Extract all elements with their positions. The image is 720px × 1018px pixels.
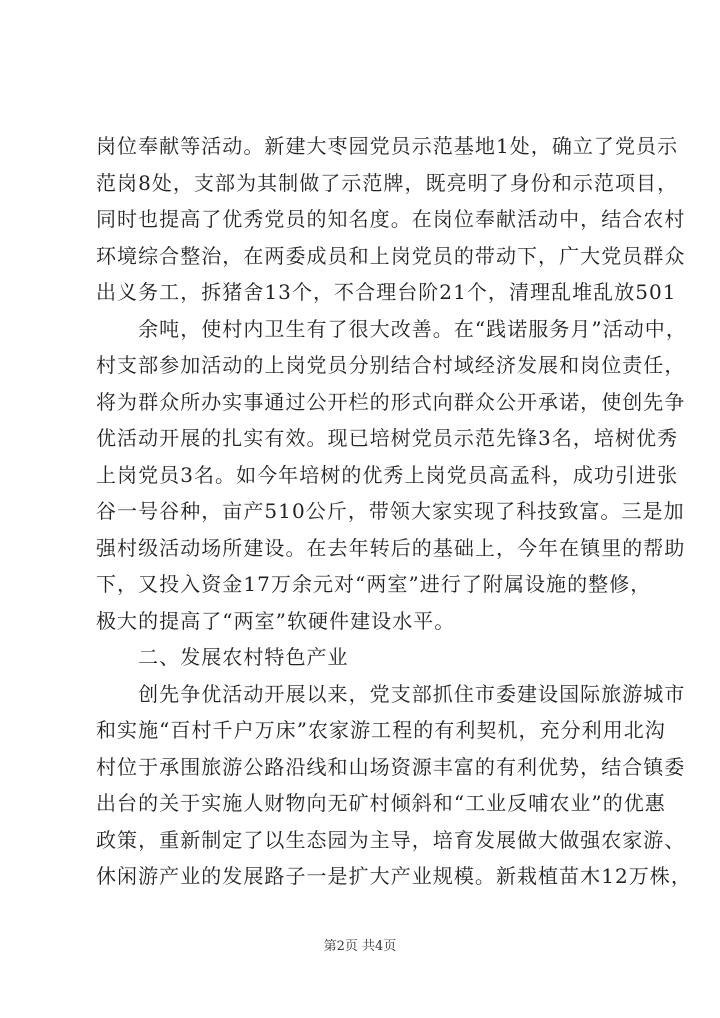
text-line: 环境综合整治，在两委成员和上岗党员的带动下，广大党员群众 [96, 243, 686, 268]
text-line: 村位于承围旅游公路沿线和山场资源丰富的有利优势，结合镇委 [96, 754, 686, 779]
text-line: 优活动开展的扎实有效。现已培树党员示范先锋3名，培树优秀 [96, 426, 679, 450]
text-line: 出台的关于实施人财物向无矿村倾斜和“工业反哺农业”的优惠 [96, 791, 666, 815]
text-line: 出义务工，拆猪舍13个，不合理台阶21个，清理乱堆乱放501 [96, 280, 677, 304]
text-line: 政策，重新制定了以生态园为主导，培育发展做大做强农家游、 [96, 827, 686, 852]
text-line: 和实施“百村千户万床”农家游工程的有利契机，充分利用北沟 [96, 718, 666, 742]
text-line: 极大的提高了“两室”软硬件建设水平。 [96, 608, 456, 633]
text-line: 将为群众所办实事通过公开栏的形式向群众公开承诺，使创先争 [96, 389, 686, 414]
text-line: 休闲游产业的发展路子一是扩大产业规模。新栽植苗木12万株， [96, 864, 692, 888]
text-line: 岗位奉献等活动。新建大枣园党员示范基地1处，确立了党员示 [96, 134, 679, 158]
body-text [96, 132, 692, 899]
text-line: 余吨，使村内卫生有了很大改善。在“践诺服务月”活动中， [96, 316, 687, 341]
text-line: 上岗党员3名。如今年培树的优秀上岗党员高孟科，成功引进张 [96, 462, 679, 487]
text-line: 创先争优活动开展以来，党支部抓住市委建设国际旅游城市 [96, 681, 686, 706]
text-line: 下，又投入资金17万余元对“两室”进行了附属设施的整修， [96, 572, 652, 596]
page-number-footer: 第2页 共4页 [323, 939, 397, 954]
text-line: 范岗8处，支部为其制做了示范牌，既亮明了身份和示范项目， [96, 170, 679, 195]
section-heading: 二、发展农村特色产业 [96, 645, 349, 669]
text-line: 强村级活动场所建设。在去年转后的基础上，今年在镇里的帮助 [96, 535, 686, 560]
text-line: 村支部参加活动的上岗党员分别结合村域经济发展和岗位责任， [96, 353, 686, 377]
text-line: 谷一号谷种，亩产510公斤，带领大家实现了科技致富。三是加 [96, 499, 685, 523]
text-line: 同时也提高了优秀党员的知名度。在岗位奉献活动中，结合农村 [96, 207, 686, 231]
